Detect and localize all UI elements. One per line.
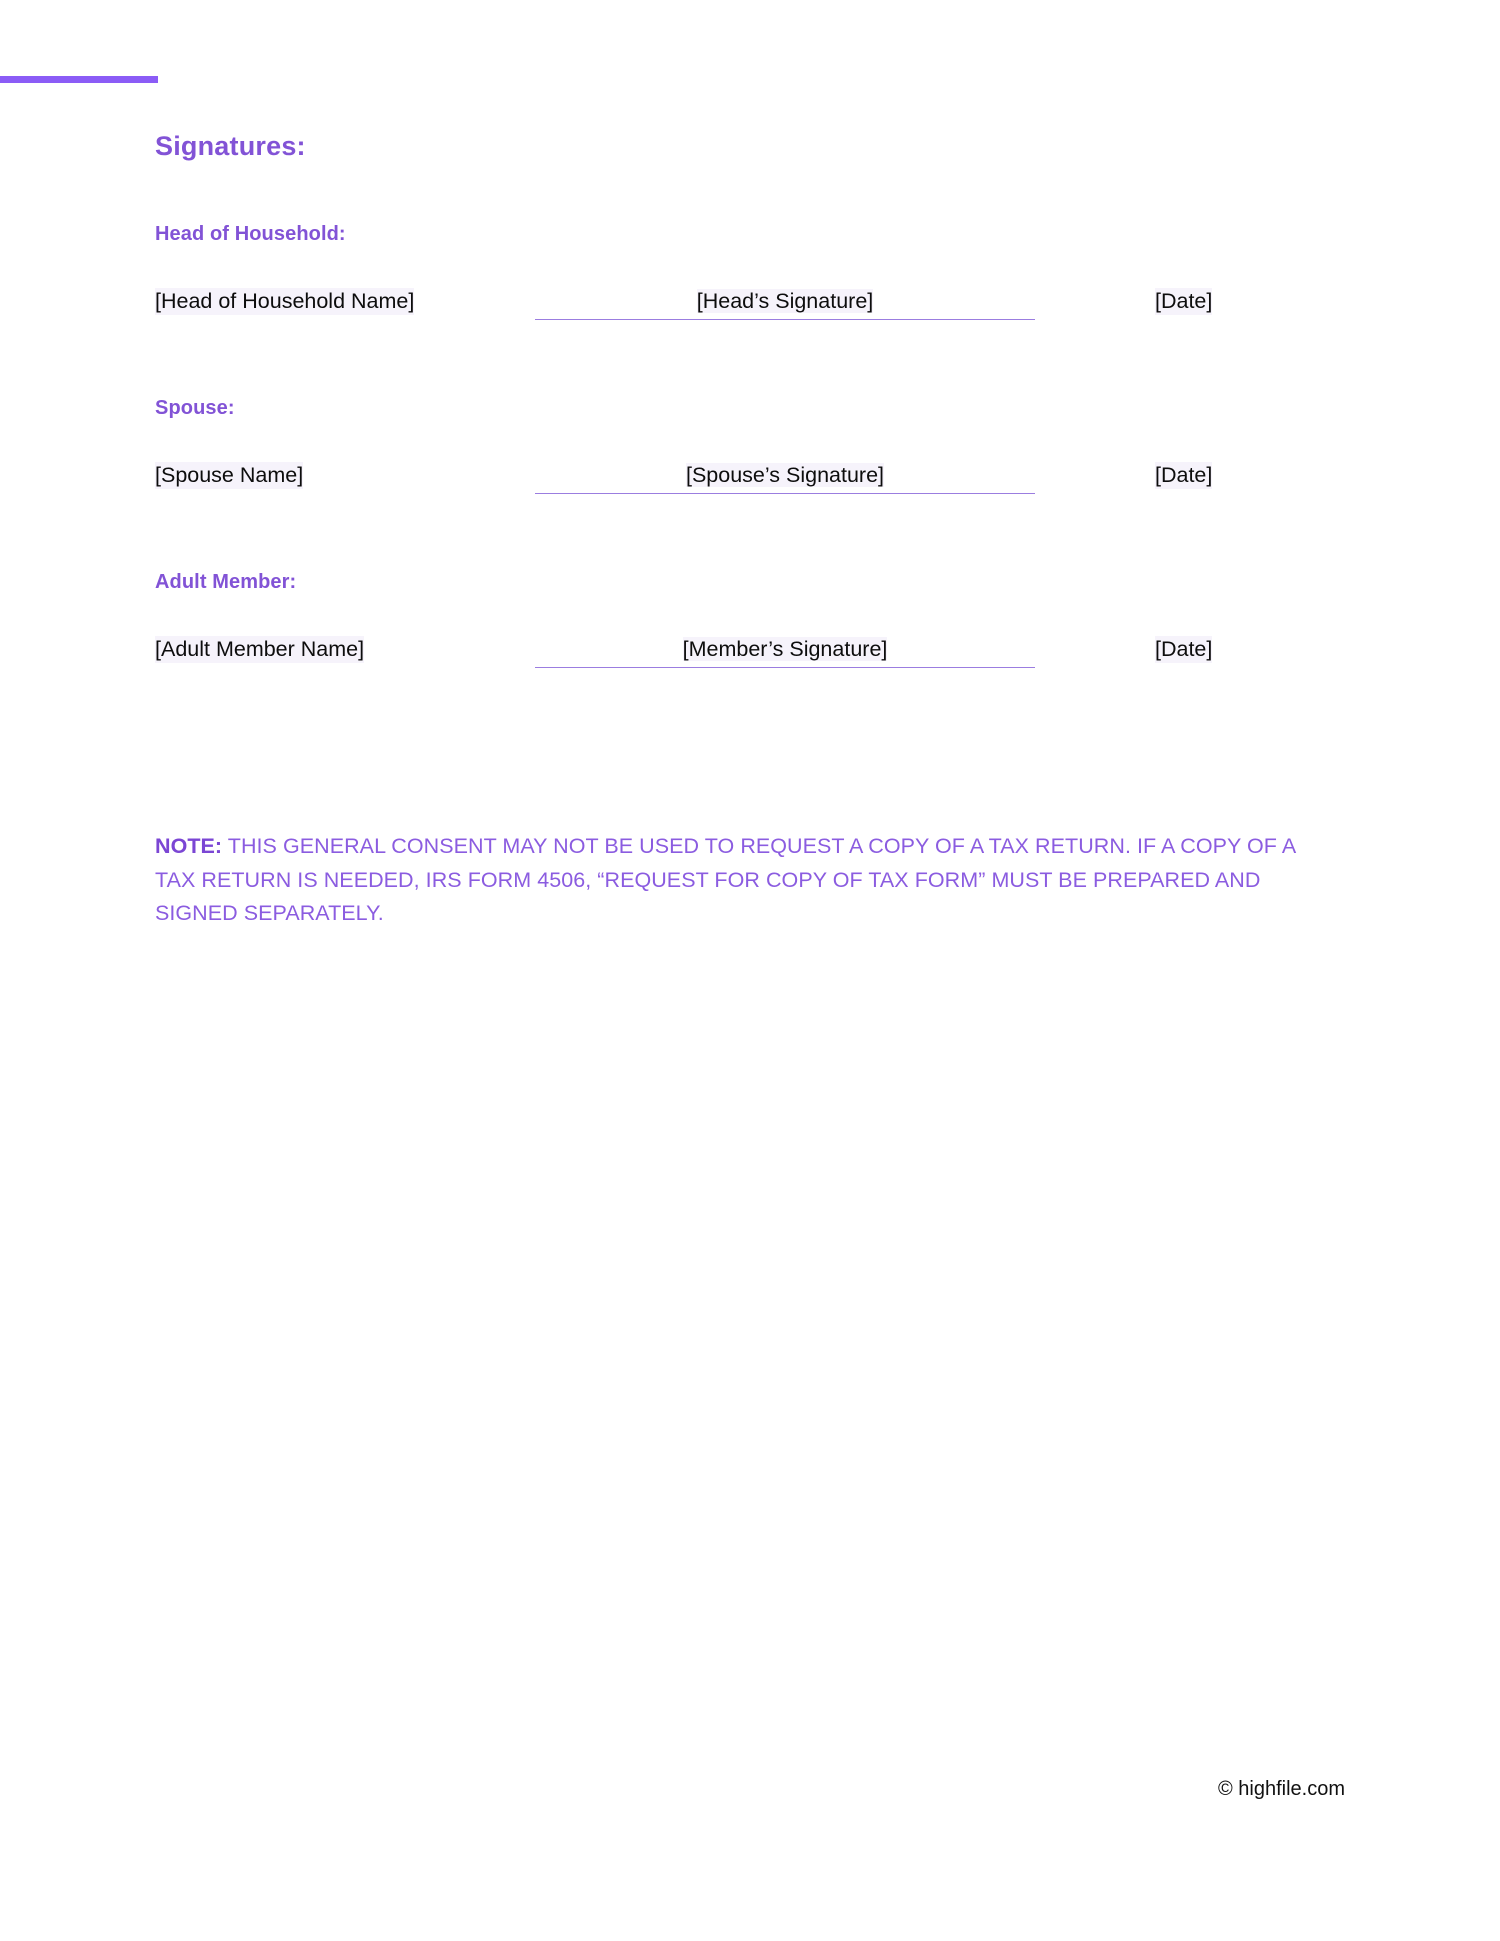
footer-copyright: © highfile.com <box>1217 1778 1345 1800</box>
date-placeholder-field[interactable]: [Date] <box>1155 289 1213 314</box>
date-placeholder-field[interactable]: [Date] <box>1155 463 1213 488</box>
document-content <box>155 130 1345 952</box>
page-title: Signatures: <box>155 131 306 161</box>
signature-placeholder-field[interactable]: [Member’s Signature] <box>682 637 888 662</box>
signature-row <box>155 636 1345 678</box>
date-placeholder-field[interactable]: [Date] <box>1155 637 1213 662</box>
signature-role-label: Adult Member: <box>155 571 297 594</box>
header-accent-bar <box>0 76 158 83</box>
signature-row <box>155 288 1345 330</box>
signature-row <box>155 462 1345 504</box>
note-label: NOTE: <box>155 834 223 859</box>
signature-line[interactable] <box>535 636 1035 668</box>
signature-section-adult-member <box>155 570 1345 678</box>
note-paragraph <box>155 830 1340 931</box>
signature-role-label: Spouse: <box>155 397 235 420</box>
signature-placeholder-field[interactable]: [Spouse’s Signature] <box>685 463 884 488</box>
signature-section-head-of-household <box>155 222 1345 330</box>
name-placeholder-field[interactable]: [Head of Household Name] <box>155 289 415 314</box>
signature-section-spouse <box>155 396 1345 504</box>
name-placeholder-field[interactable]: [Adult Member Name] <box>155 637 365 662</box>
signature-line[interactable] <box>535 462 1035 494</box>
note-body: THIS GENERAL CONSENT MAY NOT BE USED TO REQUEST A COPY OF A TAX RETURN. IF A COPY OF A TAX RETURN IS NEEDED, IRS FORM 4506, “REQUEST FOR COPY OF TAX FORM” MUST BE PREPARED AND SIGNED SEPARATELY. <box>155 834 1296 926</box>
name-placeholder-field[interactable]: [Spouse Name] <box>155 463 304 488</box>
signature-placeholder-field[interactable]: [Head’s Signature] <box>696 289 874 314</box>
signature-line[interactable] <box>535 288 1035 320</box>
signature-role-label: Head of Household: <box>155 223 346 246</box>
